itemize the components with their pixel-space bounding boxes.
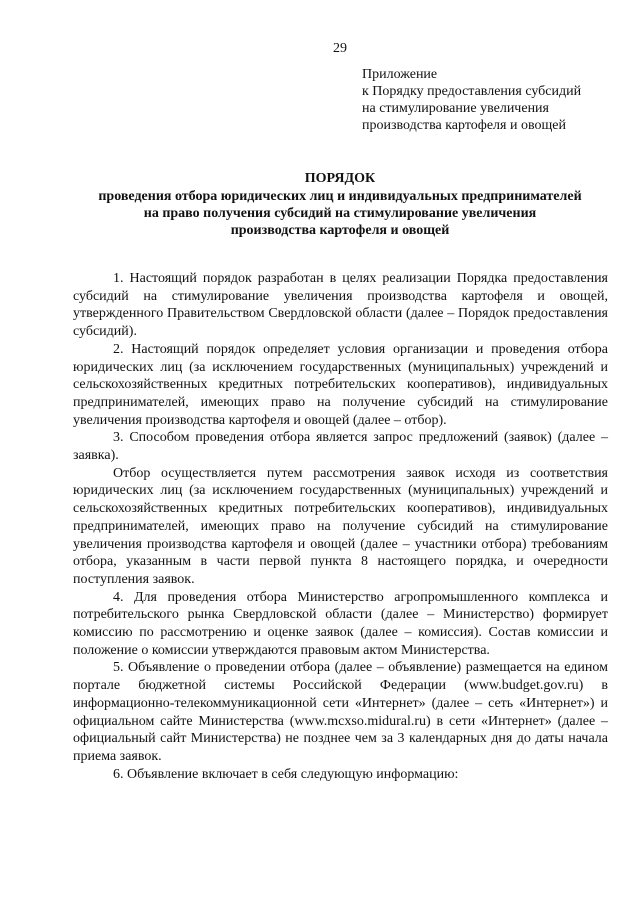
title-line: на право получения субсидий на стимулирование увеличения	[143, 206, 537, 221]
paragraph: 4. Для проведения отбора Министерство агропромышленного комплекса и потребительского рынка Свердловской области (далее – Министерство) формирует комиссию по рассмотрению и оценке заявок (далее – комиссия). Состав комиссии и положение о комиссии утверждаются правовым актом Министерства.	[73, 589, 608, 658]
appendix-line: производства картофеля и овощей	[362, 118, 566, 133]
title-main: ПОРЯДОК	[304, 171, 376, 186]
title-line: производства картофеля и овощей	[230, 223, 450, 238]
page-number: 29	[333, 41, 347, 56]
document-title	[60, 170, 620, 239]
appendix-line: на стимулирование увеличения	[362, 101, 549, 116]
paragraph: 2. Настоящий порядок определяет условия организации и проведения отбора юридических лиц (за исключением государственных (муниципальных) учреждений и сельскохозяйственных кредитных потребительских кооперативов), индивидуальных предпринимателей, имеющих право на получение субсидий на стимулирование увеличения производства картофеля и овощей (далее – отбор).	[73, 341, 608, 428]
title-line: проведения отбора юридических лиц и индивидуальных предпринимателей	[98, 189, 582, 204]
appendix-line: Приложение	[362, 67, 438, 82]
paragraph: 6. Объявление включает в себя следующую информацию:	[113, 766, 459, 782]
appendix-header	[362, 66, 632, 134]
paragraph: 3. Способом проведения отбора является запрос предложений (заявок) (далее – заявка).	[73, 430, 608, 464]
document-body	[73, 270, 608, 783]
appendix-line: к Порядку предоставления субсидий	[362, 84, 582, 99]
paragraph: 5. Объявление о проведении отбора (далее – объявление) размещается на едином портале бюджетной системы Российской Федерации (www.budget.gov.ru) в информационно-телекоммуникационной сети «Интернет» (далее – сеть «Интернет») и официальном сайте Министерства (www.mcxso.midural.ru) в сети «Интернет» (далее – официальный сайт Министерства) не позднее чем за 3 календарных дня до даты начала приема заявок.	[73, 660, 608, 764]
paragraph: Отбор осуществляется путем рассмотрения заявок исходя из соответствия юридических лиц (за исключением государственных (муниципальных) учреждений и сельскохозяйственных кредитных потребительских кооперативов), индивидуальных предпринимателей, имеющих право на получение субсидий на стимулирование увеличения производства картофеля и овощей (далее – участники отбора) требованиям отбора, указанным в части первой пункта 8 настоящего порядка, и очередности поступления заявок.	[73, 465, 608, 587]
paragraph: 1. Настоящий порядок разработан в целях реализации Порядка предоставления субсидий на стимулирование увеличения производства картофеля и овощей, утвержденного Правительством Свердловской области (далее – Порядок предоставления субсидий).	[73, 271, 608, 340]
